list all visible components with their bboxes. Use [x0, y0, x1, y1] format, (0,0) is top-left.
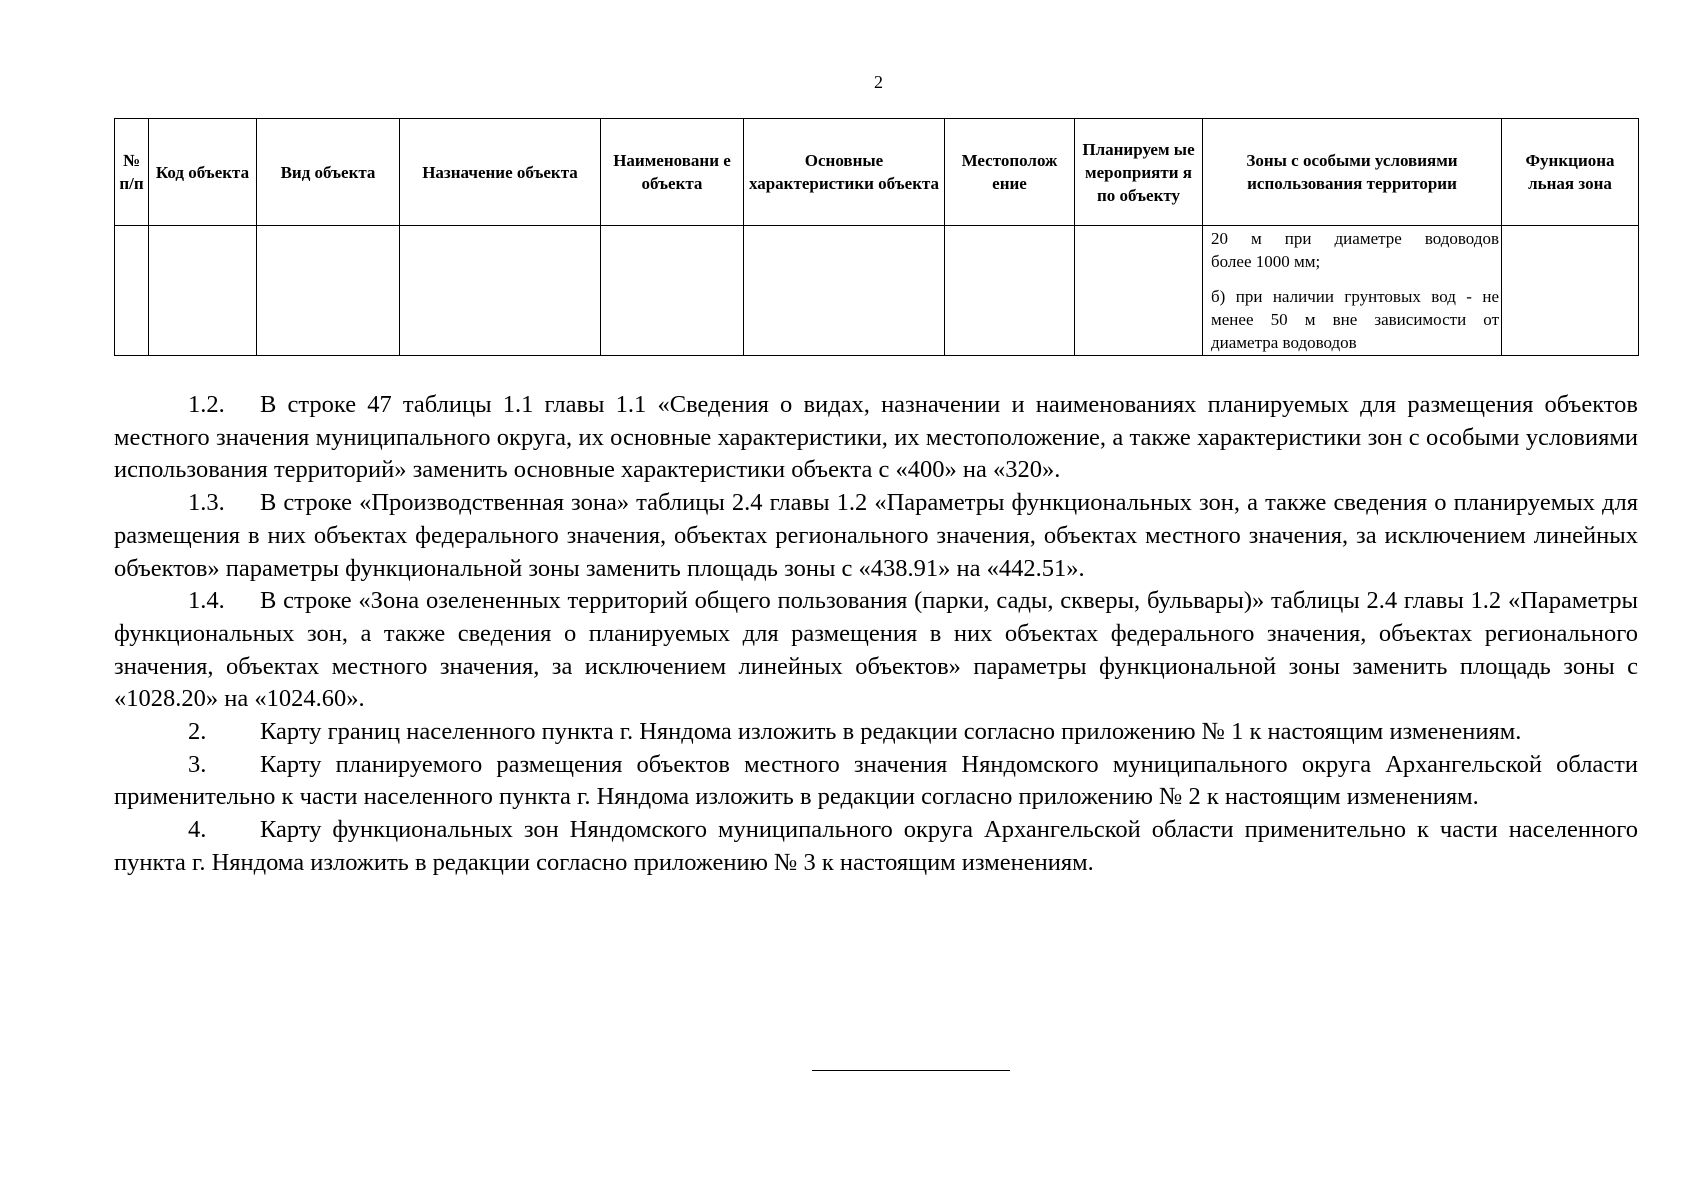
paragraph-text: Карту планируемого размещения объектов местного значения Няндомского муниципального округа Архангельской области применительно к части населенного пункта г. Няндома изложить в редакции согласно приложению № 2 к настоящим изменениям. — [114, 750, 1638, 811]
paragraph-text: В строке 47 таблицы 1.1 главы 1.1 «Сведения о видах, назначении и наименованиях планируемых для размещения объектов местного значения муниципального округа, их основные характеристики, их местоположение, а также характеристики зон с особыми условиями использования территорий» заменить основные характеристики объекта с «400» на «320». — [114, 391, 1638, 484]
header-planned-measures: Планируем ые мероприяти я по объекту — [1075, 119, 1203, 226]
header-location: Местополож ение — [945, 119, 1075, 226]
objects-table — [114, 118, 1639, 356]
cell-special-zones — [1203, 226, 1502, 356]
paragraph-text: В строке «Зона озелененных территорий общего пользования (парки, сады, скверы, бульвары)» таблицы 2.4 главы 1.2 «Параметры функциональных зон, а также сведения о планируемых для размещения в них объектах федерального значения, объектах регионального значения, объектах местного значения, за исключением линейных объектов» параметры функциональной зоны заменить площадь зоны с «1028.20» на «1024.60». — [114, 587, 1638, 713]
paragraph-1-3 — [114, 487, 1638, 585]
paragraph-1-4 — [114, 585, 1638, 716]
footer-rule — [812, 1070, 1010, 1071]
cell-location — [945, 226, 1075, 356]
paragraph-number: 2. — [188, 718, 207, 746]
zones-text-line-1: 20 м при диаметре водоводов — [1211, 229, 1499, 248]
zones-text-paragraph-2: б) при наличии грунтовых вод - не менее 50 м вне зависимости от диаметра водоводов — [1211, 287, 1499, 352]
header-object-purpose: Назначение объекта — [400, 119, 601, 226]
paragraph-1-2 — [114, 389, 1638, 487]
cell-object-characteristics — [744, 226, 945, 356]
header-special-zones: Зоны с особыми условиями использования территории — [1203, 119, 1502, 226]
paragraph-number: 4. — [188, 816, 207, 844]
header-functional-zone: Функциона льная зона — [1502, 119, 1639, 226]
cell-object-purpose — [400, 226, 601, 356]
table-header-row — [115, 119, 1639, 226]
header-object-name: Наименовани е объекта — [601, 119, 744, 226]
cell-object-name — [601, 226, 744, 356]
cell-object-code — [149, 226, 257, 356]
cell-functional-zone — [1502, 226, 1639, 356]
cell-object-type — [257, 226, 400, 356]
paragraph-text: В строке «Производственная зона» таблицы 2.4 главы 1.2 «Параметры функциональных зон, а также сведения о планируемых для размещения в них объектах федерального значения, объектах регионального значения, объектах местного значения, за исключением линейных объектов» параметры функциональной зоны заменить площадь зоны с «438.91» на «442.51». — [114, 489, 1638, 582]
header-object-characteristics: Основные характеристики объекта — [744, 119, 945, 226]
cell-planned-measures — [1075, 226, 1203, 356]
amendments-text — [114, 389, 1638, 880]
table-row — [115, 226, 1639, 356]
page-number: 2 — [874, 72, 883, 92]
paragraph-number: 1.4. — [188, 587, 225, 615]
paragraph-text: Карту функциональных зон Няндомского муниципального округа Архангельской области применительно к части населенного пункта г. Няндома изложить в редакции согласно приложению № 3 к настоящим изменениям. — [114, 816, 1638, 876]
paragraph-4 — [114, 814, 1638, 879]
cell-number — [115, 226, 149, 356]
header-object-code: Код объекта — [149, 119, 257, 226]
paragraph-number: 1.2. — [188, 391, 225, 418]
zones-text-line-2: более 1000 мм; — [1211, 252, 1321, 271]
paragraph-number: 1.3. — [188, 489, 225, 517]
paragraph-2 — [114, 716, 1638, 749]
paragraph-3 — [114, 749, 1638, 814]
header-number: № п/п — [115, 119, 149, 226]
paragraph-number: 3. — [188, 750, 207, 778]
paragraph-text: Карту границ населенного пункта г. Няндома изложить в редакции согласно приложению № 1 к настоящим изменениям. — [260, 718, 1522, 746]
header-object-type: Вид объекта — [257, 119, 400, 226]
